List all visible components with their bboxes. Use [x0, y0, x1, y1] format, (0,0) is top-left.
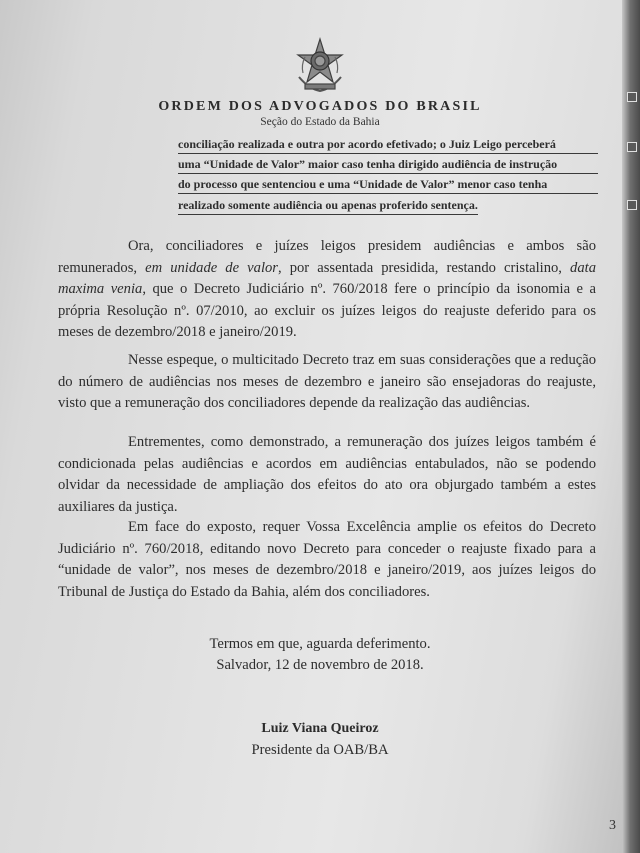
page-number: 3 [609, 818, 616, 833]
paragraph-emphasis: em unidade de valor [145, 259, 278, 276]
paragraph-text: Entrementes, como demonstrado, a remuneração dos juízes leigos também é condicionada pelas audiências e acordos em audiências entabulados, não se podendo olvidar da necessidade de ampliação dos efeitos do ato ora objurgado também a estes auxiliares da justiça. [58, 434, 596, 515]
brazil-coat-of-arms-icon [293, 37, 347, 93]
quote-line: conciliação realizada e outra por acordo efetivado; o Juiz Leigo perceberá [178, 136, 598, 154]
paragraph-text: , por assentada presidida, restando cristalino, [277, 259, 571, 276]
window-marker [627, 142, 637, 152]
paragraph-4 [58, 517, 596, 603]
paragraph-text: Em face do exposto, requer Vossa Excelência amplie os efeitos do Decreto Judiciário nº. 760/2018, editando novo Decreto para conceder o reajuste fixado para a “unidade de valor”, nos meses de dezembro/2018 e janeiro/2019, aos juízes leigos do Tribunal de Justiça do Estado da Bahia, além dos conciliadores. [58, 519, 596, 600]
organization-section: Seção do Estado da Bahia [260, 116, 380, 128]
paragraph-1 [58, 236, 596, 344]
paragraph-3 [58, 432, 596, 518]
paragraph-emphasis: data maxima venia [58, 259, 596, 298]
window-marker [627, 200, 637, 210]
quote-line: do processo que sentenciou e uma “Unidade de Valor” menor caso tenha [178, 176, 598, 194]
paragraph-text: Ora, conciliadores e juízes leigos presidem audiências e ambos são remunerados, [58, 238, 596, 276]
quote-line: realizado somente audiência ou apenas proferido sentença. [178, 197, 478, 215]
signatory-role: Presidente da OAB/BA [251, 742, 389, 758]
quote-line: uma “Unidade de Valor” maior caso tenha dirigido audiência de instrução [178, 156, 598, 174]
paragraph-text: , que o Decreto Judiciário nº. 760/2018 fere o princípio da isonomia e a própria Resolução nº. 07/2010, ao excluir os juízes leigos do reajuste deferido para os meses de dezembro/2018 e janeiro/2019. [58, 281, 596, 341]
paragraph-text: Nesse espeque, o multicitado Decreto traz em suas considerações que a redução do número de audiências nos meses de dezembro e janeiro são ensejadoras do reajuste, visto que a remuneração dos conciliadores depende da realização das audiências. [58, 352, 596, 412]
place-date-line: Salvador, 12 de novembro de 2018. [216, 657, 424, 673]
organization-name: ORDEM DOS ADVOGADOS DO BRASIL [158, 99, 482, 114]
quoted-excerpt [178, 136, 598, 217]
signatory-name: Luiz Viana Queiroz [261, 721, 379, 736]
closing-line: Termos em que, aguarda deferimento. [209, 636, 431, 652]
paragraph-2 [58, 350, 596, 415]
